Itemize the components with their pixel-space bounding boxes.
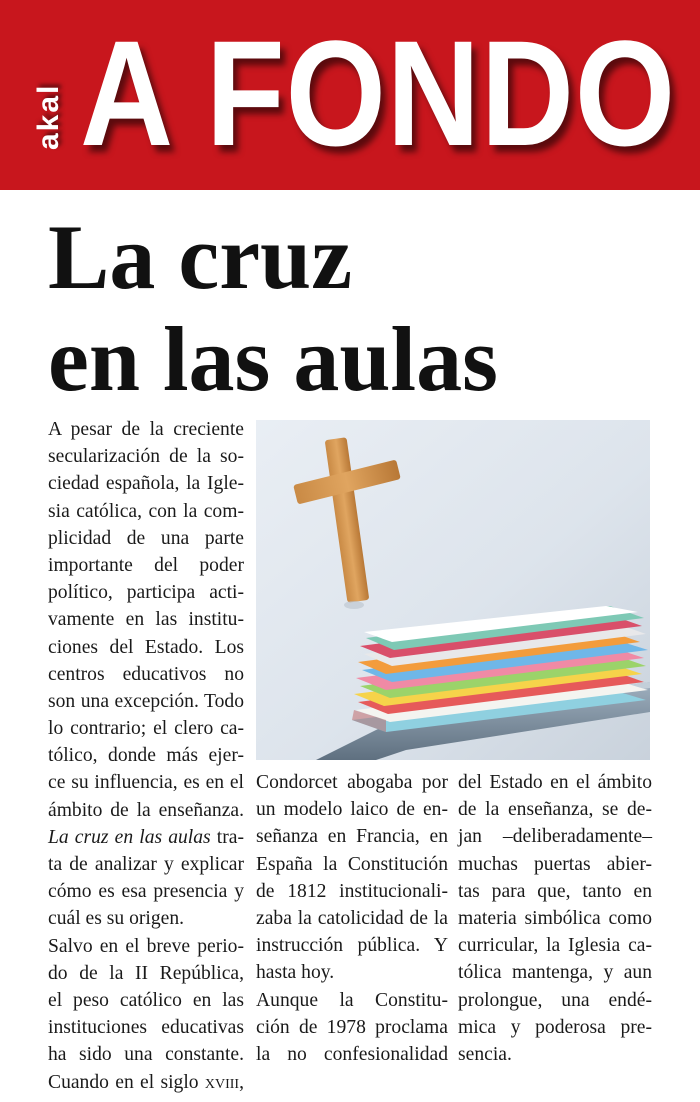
description-column-1 (48, 416, 244, 1096)
text-line: Aunque la Constitu- (256, 989, 448, 1011)
text-line: España la Constitución (256, 853, 448, 875)
text-line: la no confesionalidad (256, 1043, 448, 1065)
text-line: materia simbólica como (458, 907, 652, 929)
text-line: Cuando en el siglo xviii, (48, 1071, 244, 1093)
text-line: lo contrario; el clero ca- (48, 718, 244, 740)
text-line: jan –deliberadamente– (458, 826, 652, 848)
text-line: ción de 1978 proclama (256, 1016, 448, 1038)
description-column-3 (458, 769, 652, 1068)
text-line: el peso católico en las (48, 989, 244, 1011)
text-line: sia católica, con la com- (48, 500, 244, 522)
text-line: curricular, la Iglesia ca- (458, 935, 652, 957)
text-line: ha sido una constante. (48, 1044, 244, 1066)
text-line: tas para que, tanto en (458, 880, 652, 902)
text-line: Salvo en el breve perio- (48, 935, 244, 957)
text-line: La cruz en las aulas tra- (48, 826, 244, 848)
text-line: cuál es su origen. (48, 908, 185, 930)
text-line: tólico, donde más ejer- (48, 745, 244, 767)
century-numeral: xviii, (204, 1071, 244, 1093)
text-line: ce su influencia, es en el (48, 772, 244, 794)
text-line: muchas puertas abier- (458, 853, 652, 875)
text-line: del Estado en el ámbito (458, 772, 652, 793)
text-line: ciedad española, la Igle- (48, 473, 244, 495)
text-line: vamente en las institu- (48, 609, 244, 631)
text-line: do de la II República, (48, 962, 244, 984)
text-line: mica y poderosa pre- (458, 1016, 652, 1038)
text-line: instrucción pública. Y (256, 935, 448, 957)
text-line: de la enseñanza, se de- (458, 799, 652, 821)
text-line: hasta hoy. (256, 962, 335, 984)
series-banner (0, 0, 700, 190)
text-line: importante del poder (48, 554, 244, 576)
text-line: ciones del Estado. Los (48, 636, 244, 658)
description-column-2 (256, 769, 448, 1068)
series-title: A FONDO (80, 9, 677, 177)
text-line: A pesar de la creciente (48, 419, 244, 440)
text-line: cómo es esa presencia y (48, 881, 244, 903)
text-line: prolongue, una endé- (458, 989, 652, 1011)
text-line: plicidad de una parte (48, 527, 244, 549)
text-line: centros educativos no (48, 663, 244, 685)
text-line: sencia. (458, 1043, 512, 1065)
cover-photo (256, 420, 650, 760)
text-line: instituciones educativas (48, 1017, 244, 1039)
text-line: ámbito de la enseñanza. (48, 799, 244, 821)
text-line: señanza en Francia, en (256, 826, 448, 848)
italic-book-title: La cruz en las aulas (48, 826, 211, 848)
text-line: de 1812 institucionali- (256, 880, 448, 902)
text-line: Condorcet abogaba por (256, 772, 448, 793)
book-title-line-2: en las aulas (48, 308, 498, 410)
publisher-logo: akal (32, 83, 65, 150)
text-line: ta de analizar y explicar (48, 854, 244, 875)
book-title-line-1: La cruz (48, 206, 353, 308)
book-title (48, 206, 498, 410)
text-line: un modelo laico de en- (256, 799, 448, 821)
text-line: son una excepción. Todo (48, 690, 244, 712)
text-line: político, participa acti- (48, 582, 244, 604)
text-line: tólica mantenga, y aun (458, 962, 652, 984)
text-line: zaba la catolicidad de la (256, 907, 448, 929)
text-line: secularización de la so- (48, 446, 244, 468)
